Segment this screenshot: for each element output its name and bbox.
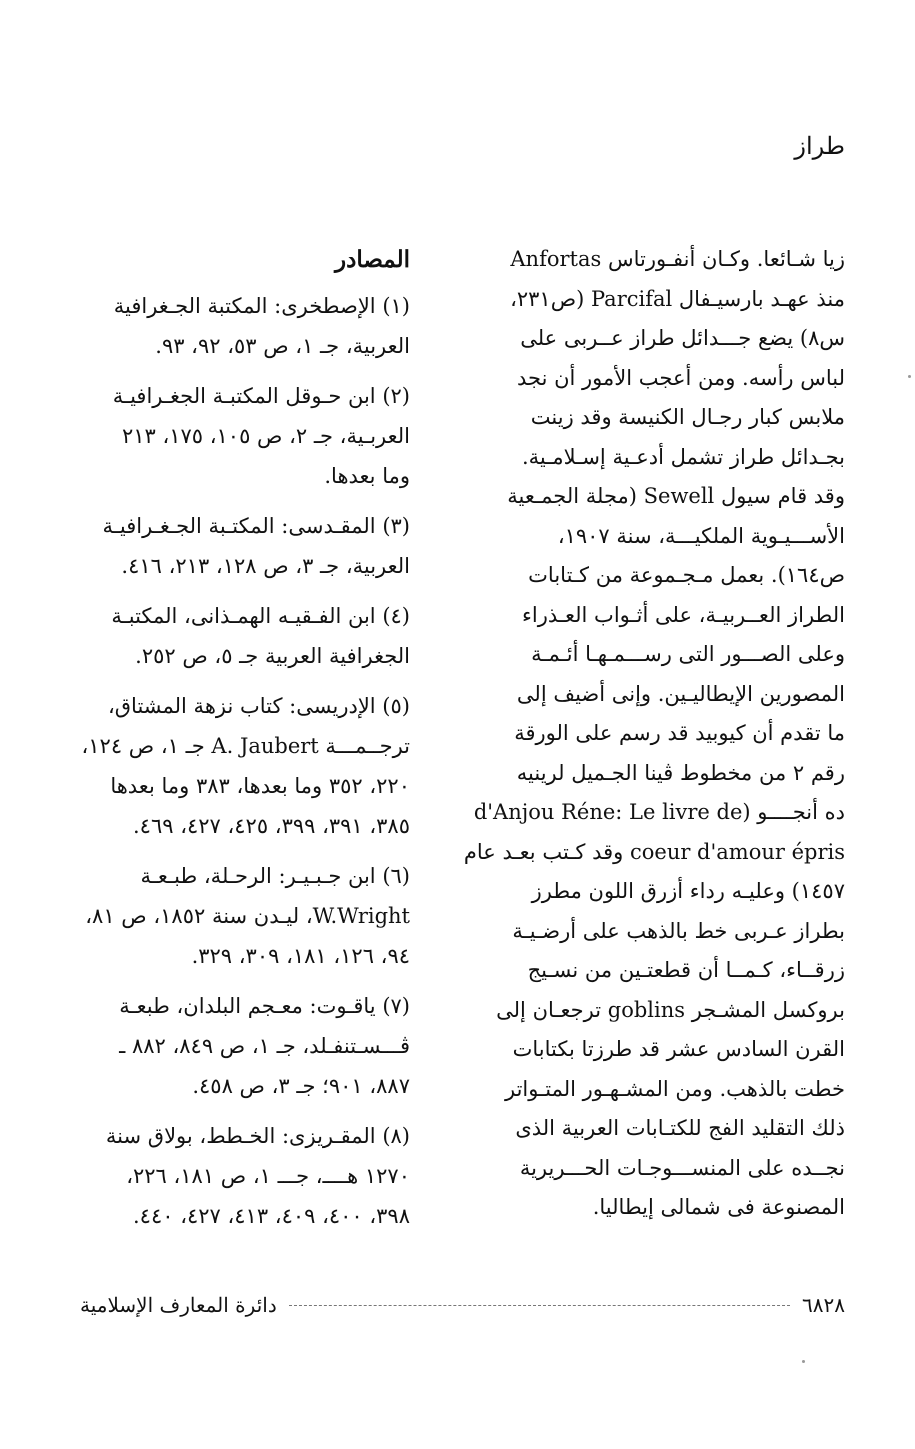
- article-line: بجـدائل طراز تشمل أدعـية إسـلامـية.: [521, 444, 845, 469]
- article-line: ص١٦٤). بعمل مـجـموعة من كـتابات: [528, 563, 845, 587]
- scan-mark: [802, 1360, 805, 1363]
- article-line: لباس رأسه. ومن أعجب الأمور أن نجد: [517, 365, 845, 390]
- source-entry: [80, 596, 410, 676]
- source-line: ٢٢٠، ٣٥٢ وما بعدها، ٣٨٣ وما بعدها: [110, 774, 410, 798]
- sources-column: [80, 240, 410, 1246]
- source-line: (١) الإصطخرى: المكتبة الجـغرافية: [113, 294, 410, 318]
- source-line: (٨) المقـريزى: الخـطط، بولاق سنة: [105, 1124, 410, 1148]
- source-entry: [80, 506, 410, 586]
- source-line: الجغرافية العربية جـ ٥، ص ٢٥٢.: [135, 644, 410, 668]
- source-line: ترجــمـــة A. Jaubert جـ ١، ص ١٢٤،: [81, 734, 410, 758]
- source-entry: [80, 686, 410, 846]
- page-footer: [80, 1290, 845, 1320]
- article-line: ما تقدم أن كيوبيد قد رسم على الورقة: [514, 721, 845, 745]
- article-line: الطراز العــربيـة، على أثـواب العـذراء: [521, 602, 845, 627]
- article-line: زيا شـائعا. وكـان أنفـورتاس Anfortas: [510, 247, 845, 271]
- footer-divider: [289, 1305, 790, 1306]
- publication-title: دائرة المعارف الإسلامية: [80, 1293, 277, 1317]
- article-line: ده أنجــــو (d'Anjou Réne: Le livre de: [473, 800, 845, 824]
- article-line: وعلى الصـــور التى رســـمـهـا أئـمـة: [531, 642, 845, 666]
- article-line: منذ عهـد بارسيـفال Parcifal (ص٢٣١،: [510, 286, 845, 311]
- source-line: ٩٤، ١٢٦، ١٨١، ٣٠٩، ٣٢٩.: [191, 944, 410, 968]
- source-entry: [80, 856, 410, 976]
- article-line: الأســـيـوية الملكيـــة، سنة ١٩٠٧،: [557, 523, 845, 548]
- article-column: [463, 240, 845, 1228]
- article-line: بروكسل المشـجر goblins ترجعـان إلى: [496, 997, 845, 1022]
- sources-list: [80, 286, 410, 1236]
- article-line: بطراز عـربى خط بالذهب على أرضـيـة: [512, 918, 845, 943]
- running-header: طراز: [794, 132, 845, 160]
- article-line: ذلك التقليد الفج للكتـابات العربية الذى: [515, 1116, 845, 1140]
- scan-mark: [908, 375, 911, 378]
- source-line: (٢) ابن حـوقل المكتبـة الجغـرافيـة: [112, 384, 410, 408]
- source-line: العربية، جـ ٣، ص ١٢٨، ٢١٣، ٤١٦.: [121, 554, 410, 578]
- source-line: (٥) الإدريسى: كتاب نزهة المشتاق،: [107, 694, 410, 718]
- source-line: وما بعدها.: [324, 464, 410, 488]
- source-entry: [80, 286, 410, 366]
- page-number: ٦٨٢٨: [802, 1293, 845, 1317]
- source-line: (٤) ابن الفـقيـه الهمـذانى، المكتبـة: [111, 604, 410, 628]
- source-entry: [80, 986, 410, 1106]
- article-line: نجــده على المنســـوجـات الحـــريرية: [519, 1155, 845, 1180]
- source-line: ڤـــسـتنفـلد، جـ ١، ص ٨٤٩، ٨٨٢ ـ: [119, 1034, 410, 1058]
- source-entry: [80, 376, 410, 496]
- article-line: ملابس كبار رجـال الكنيسة وقد زينت: [530, 405, 845, 429]
- source-line: (٦) ابن جـبـيـر: الرحـلة، طبـعـة: [140, 864, 410, 888]
- source-line: العربـية، جـ ٢، ص ١٠٥، ١٧٥، ٢١٣: [121, 424, 410, 448]
- source-line: ٣٩٨، ٤٠٠، ٤٠٩، ٤١٣، ٤٢٧، ٤٤٠.: [132, 1204, 410, 1228]
- article-line: خطت بالذهب. ومن المشـهـور المتـواتر: [505, 1076, 845, 1101]
- source-line: (٧) ياقـوت: معـجم البلدان، طبعـة: [119, 994, 410, 1018]
- sources-heading: المصادر: [335, 246, 410, 273]
- source-line: ١٢٧٠ هــــ، جـــ ١، ص ١٨١، ٢٢٦،: [126, 1164, 410, 1188]
- article-line: وقد قام سيول Sewell (مجلة الجمـعية: [507, 484, 845, 508]
- article-line: ١٤٥٧) وعليـه رداء أزرق اللون مطرز: [531, 879, 845, 903]
- source-line: ٨٨٧، ٩٠١؛ جـ ٣، ص ٤٥٨.: [192, 1074, 410, 1098]
- source-line: العربية، جـ ١، ص ٥٣، ٩٢، ٩٣.: [155, 334, 410, 358]
- source-entry: [80, 1116, 410, 1236]
- article-line: القرن السادس عشر قد طرزتا بكتابات: [512, 1037, 845, 1061]
- article-line: المصورين الإيطاليـين. وإنى أضيف إلى: [516, 681, 845, 706]
- article-line: coeur d'amour épris وقد كـتب بعـد عام: [463, 839, 845, 864]
- source-line: ٣٨٥، ٣٩١، ٣٩٩، ٤٢٥، ٤٢٧، ٤٦٩.: [132, 814, 410, 838]
- source-line: W.Wright، ليـدن سنة ١٨٥٢، ص ٨١،: [85, 904, 410, 928]
- article-line: المصنوعة فى شمالى إيطاليا.: [592, 1195, 845, 1219]
- source-line: (٣) المقـدسى: المكتـبة الجـغـرافيـة: [102, 514, 410, 538]
- article-line: رقم ٢ من مخطوط ڤينا الجـميل لرينيه: [516, 760, 845, 785]
- article-line: س٨) يضع جـــدائل طراز عــربى على: [520, 326, 845, 350]
- article-line: زرقــاء، كـمــا أن قطعتـين من نسـيج: [527, 958, 845, 982]
